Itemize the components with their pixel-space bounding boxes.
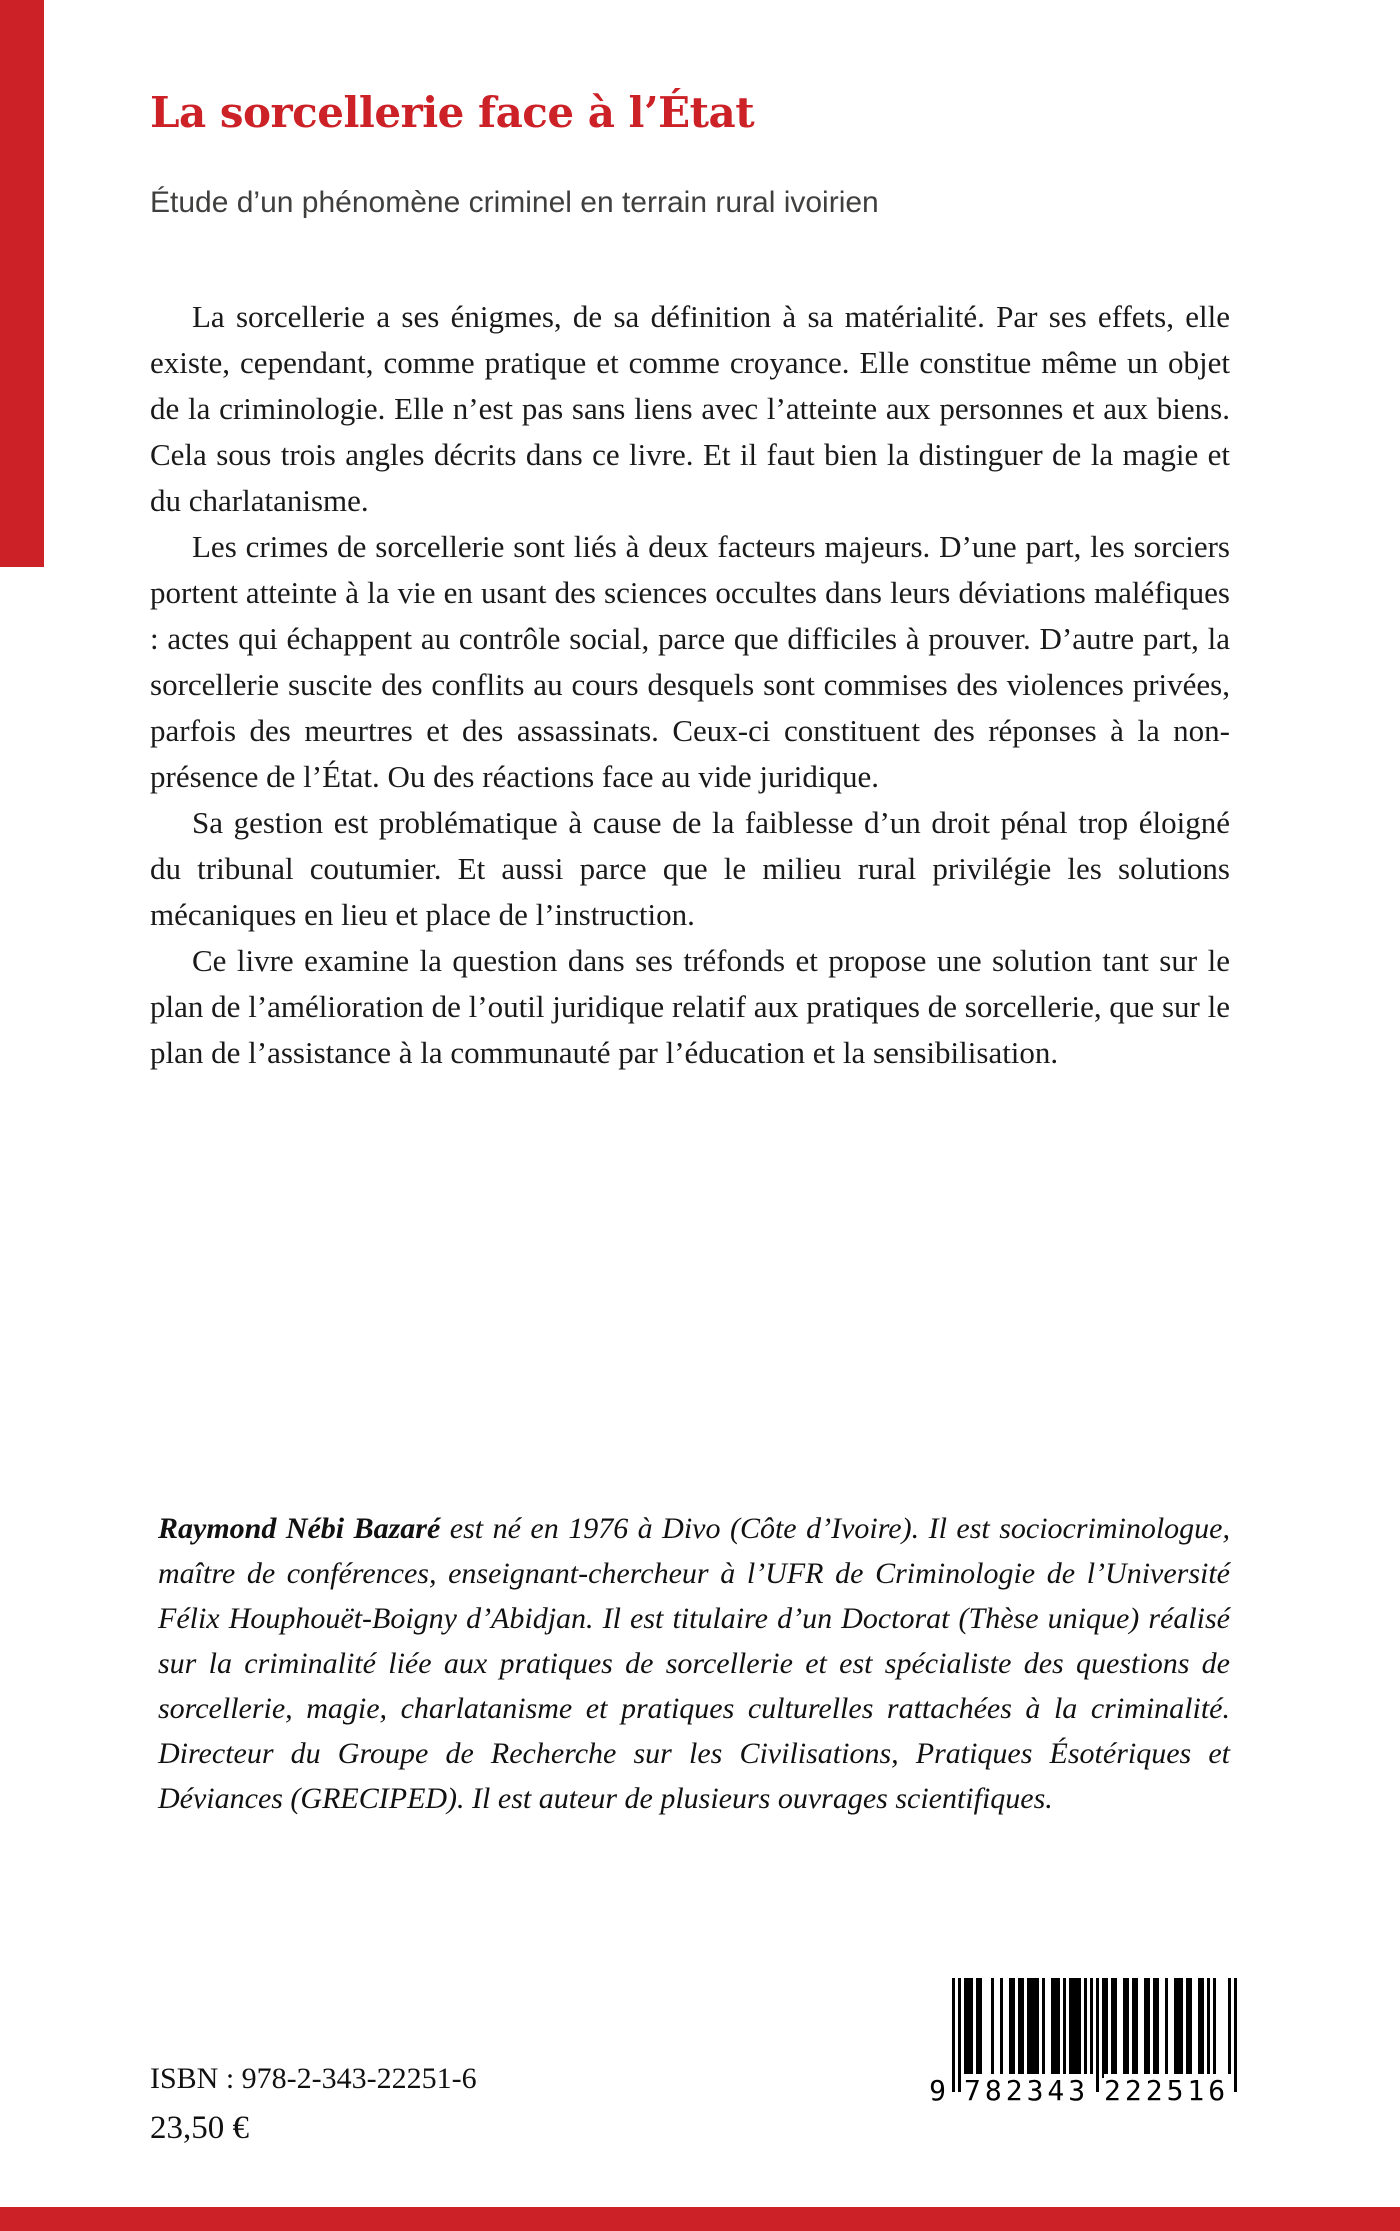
book-subtitle: Étude d’un phénomène criminel en terrain rural ivoirien [150,186,879,219]
barcode-digit-group: 782343 [964,2074,1094,2107]
ean13-barcode [929,1978,1252,2118]
author-name: Raymond Nébi Bazaré [158,1512,441,1545]
isbn: ISBN : 978-2-343-22251-6 [150,2062,477,2095]
synopsis-paragraph: Ce livre examine la question dans ses tréfonds et propose une solution tant sur le plan de l’amélioration de l’outil juridique relatif aux pratiques de sorcellerie, que sur le plan de l’assistance à la communauté par l’éducation et la sensibilisation. [150,943,1230,1070]
red-accent-bar [0,0,44,567]
barcode-digit-group: 9 [922,2074,946,2107]
synopsis-paragraph: La sorcellerie a ses énigmes, de sa définition à sa matérialité. Par ses effets, elle existe, cependant, comme pratique et comme croyance. Elle constitue même un objet de la criminologie. Elle n’est pas sans liens avec l’atteinte aux personnes et aux biens. Cela sous trois angles décrits dans ce livre. Et il faut bien la distinguer de la magie et du charlatanisme. [150,299,1230,518]
synopsis [150,294,1230,1076]
synopsis-paragraph: Sa gestion est problématique à cause de la faiblesse d’un droit pénal trop éloigné du tribunal coutumier. Et aussi parce que le milieu rural privilégie les solutions mécaniques en lieu et place de l’instruction. [150,805,1230,932]
author-bio-text: est né en 1976 à Divo (Côte d’Ivoire). Il est sociocriminologue, maître de conférences, enseignant-chercheur à l’UFR de Criminologie de l’Université Félix Houphouët-Boigny d’Abidjan. Il est titulaire d’un Doctorat (Thèse unique) réalisé sur la criminalité liée aux pratiques de sorcellerie et est spécialiste des questions de sorcellerie, magie, charlatanisme et pratiques culturelles rattachées à la criminalité. Directeur du Groupe de Recherche sur les Civilisations, Pratiques Ésotériques et Déviances (GRECIPED). Il est auteur de plusieurs ouvrages scientifiques. [158,1512,1230,1815]
price: 23,50 € [150,2110,249,2146]
book-title: La sorcellerie face à l’État [150,88,755,137]
barcode-digit-group: 222516 [1104,2074,1234,2107]
red-footer-bar [0,2207,1400,2231]
synopsis-paragraph: Les crimes de sorcellerie sont liés à deux facteurs majeurs. D’une part, les sorciers portent atteinte à la vie en usant des sciences occultes dans leurs déviations maléfiques : actes qui échappent au contrôle social, parce que difficiles à prouver. D’autre part, la sorcellerie suscite des conflits au cours desquels sont commises des violences privées, parfois des meurtres et des assassinats. Ceux-ci constituent des réponses à la non-présence de l’État. Ou des réactions face au vide juridique. [150,529,1230,794]
author-bio [158,1506,1230,1821]
